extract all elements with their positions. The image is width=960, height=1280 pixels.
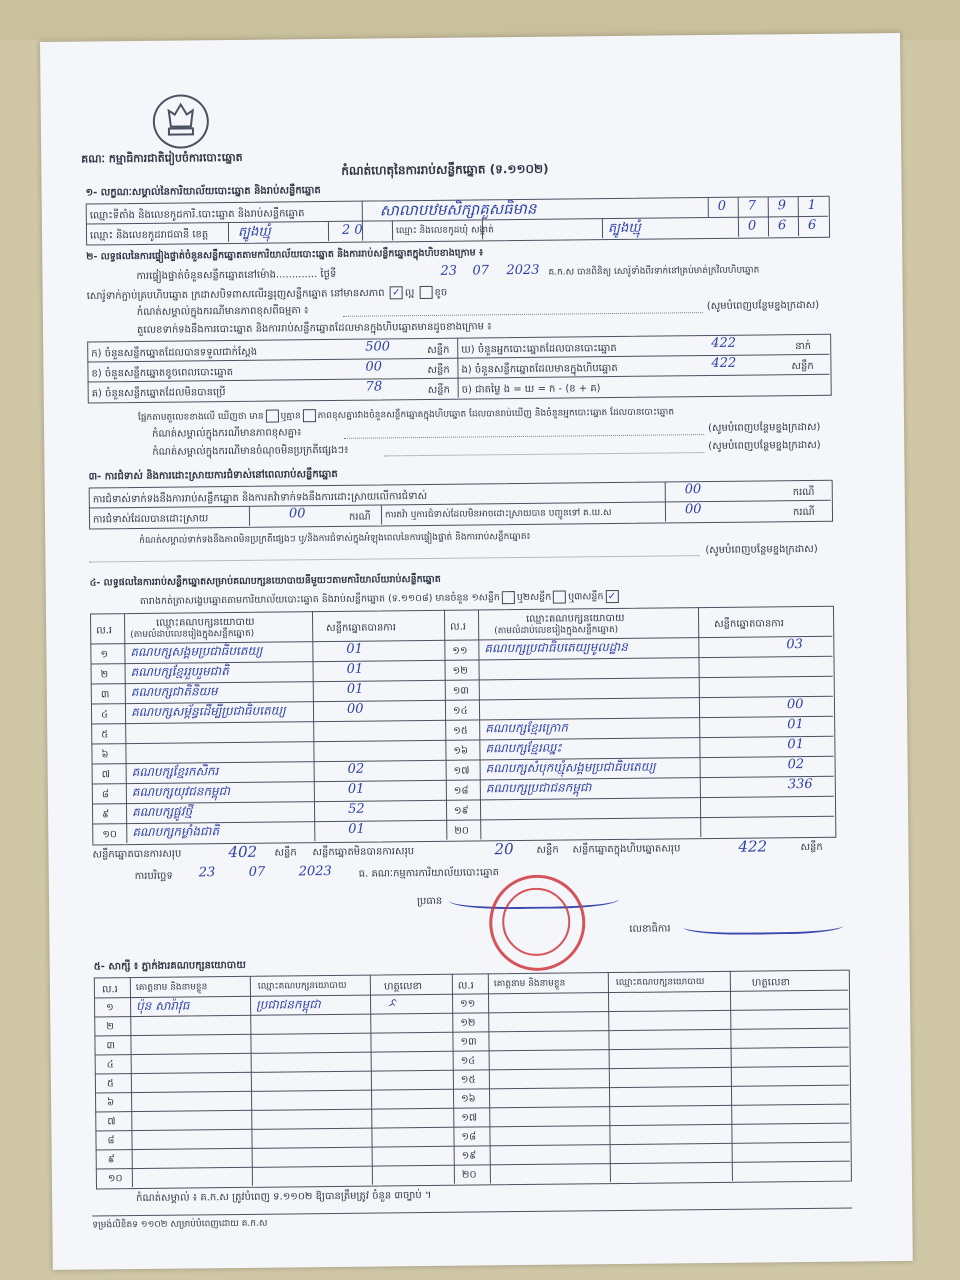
left-party-subheader: (តាមលំដាប់លេខរៀងក្នុងសន្លឹកឆ្នោត) [130, 628, 255, 641]
party-row-votes: 03 [786, 637, 803, 653]
party-row-name: គណបក្សជាតិនិយម [130, 684, 218, 700]
witness-row-no: ២ [106, 1021, 114, 1033]
commune-code-digit-3: 6 [807, 217, 817, 233]
party-row-name: គណបក្សខ្មែរឈ្នះ [485, 740, 562, 756]
received-unit: សន្លឹក [427, 344, 450, 356]
witness-row-no: ១៣ [460, 1036, 477, 1048]
check-time-tail: គ.ក.ស បានពិនិត្យ សោរ៉ូទាំងពីរទាក់នៅគ្រប់មាត់ក្រវិលហិបឆ្នោត [548, 265, 760, 278]
left-votes-header: សន្លឹកឆ្នោតបានការ [326, 622, 397, 635]
footnote: កំណត់សម្គាល់ ៖ គ.ក.ស ត្រូវបំពេញ ទ.១១០២ ឱ្យបានត្រឹមត្រូវ ចំនួន ៣ច្បាប់ ។ [136, 1189, 432, 1205]
party-row-votes: 52 [347, 801, 365, 817]
party-row-name: គណបក្សខ្មែររួបរួមជាតិ [130, 664, 229, 680]
right-party-subheader: (តាមលំដាប់លេខរៀងក្នុងសន្លឹកឆ្នោត) [494, 624, 619, 637]
party-row-name: គណបក្សខ្មែរក្រោក [485, 720, 569, 736]
party-row-votes: 02 [347, 761, 365, 777]
witness-row-no: ៦ [107, 1097, 115, 1109]
witness-no-header-right: ល.រ [457, 980, 474, 992]
witness-name-header-right: គោត្តនាម និងនាមខ្លួន [493, 978, 566, 990]
station-code-digit-3: 9 [777, 198, 787, 214]
party-row-votes: 01 [346, 641, 364, 657]
seal-status-line: សោរ៉ូទាក់ភ្ជាប់គ្របហិបឆ្នោត ក្រដាសបិទពាសលើរន្ធរុញសន្លឹកឆ្នោត នៅមានសភាព ✓ ល្អ ខូច [86, 287, 448, 303]
party-row-name: គណបក្សខ្មែរកសិករ [131, 764, 219, 780]
party-row-no: ១ [100, 649, 109, 661]
unresolved-value: 00 [684, 502, 702, 518]
party-row-no: ១៦ [453, 745, 469, 757]
difference-note-label: កំណត់សម្គាល់ក្នុងករណីមានភាពខុសគ្នា៖ [152, 427, 302, 440]
date-day: 23 [198, 865, 216, 881]
witness-row-no: ៥ [106, 1078, 115, 1090]
official-stamp [489, 874, 586, 971]
summary-sheets-line: តារាងកត់ត្រាសង្ខេបឆ្នោតតាមការិយាល័យបោះឆ្នោត និងរាប់សន្លឹកឆ្នោត (ទ.១១០៨) មានចំនួន ១សន្លឹក ឬ២សន្លឹក ឬ៣សន្លឹក ✓ [140, 590, 621, 608]
fill-note-4: (សូមបំពេញបន្ថែមខ្នងក្រដាស) [705, 543, 818, 557]
right-no-header: ល.រ [450, 621, 467, 633]
total-valid-value: 402 [228, 842, 258, 862]
party-row-no: ១៥ [453, 725, 468, 737]
form-title: កំណត់ហេតុនៃការរាប់សន្លឹកឆ្នោត (ទ.១១០២) [341, 161, 549, 178]
ballots-in-box-unit: សន្លឹក [791, 360, 814, 373]
party-row-no: ៤ [100, 709, 109, 721]
witness-row-no: ៩ [107, 1154, 115, 1166]
total-invalid-value: 20 [494, 840, 514, 859]
party-row-name: គណបក្សសង្គមប្រជាធិបតេយ្យ [130, 643, 263, 660]
form-footer: ទម្រង់លិខិតទ ១១០២ សម្រាប់បំពេញដោយ គ.ក.ស [92, 1218, 268, 1231]
total-box-label: សន្លឹកឆ្នោតក្នុងហិបឆ្នោតសរុប [572, 843, 681, 856]
witness-row-no: ១៨ [461, 1131, 477, 1143]
station-code-digit-4: 1 [807, 197, 817, 213]
total-valid-unit: សន្លឹក [274, 847, 297, 859]
party-row-name: គណបក្សកម្លាំងជាតិ [132, 824, 220, 840]
polling-station-name: សាលាបឋមសិក្សាគួសធិមាន [379, 199, 537, 220]
party-row-no: ២០ [454, 825, 470, 837]
has-difference-checkbox[interactable] [266, 410, 279, 423]
irregularity-objection-note: កំណត់សម្គាល់ទាក់ទងនឹងភាពមិនប្រក្រតីផ្សេងៗ ឬ/និងការជំទាស់ក្នុងអំឡុងពេលនៃការផ្ទៀងផ្ទាត់ និងការរាប់សន្លឹកឆ្នោត៖ [139, 531, 531, 546]
province-name: ត្បូងឃ្មុំ [237, 224, 271, 240]
bad-checkbox[interactable] [419, 286, 432, 299]
objections-unit: ករណី [792, 486, 815, 499]
party-row-no: ១៣ [452, 685, 470, 697]
witness-row-no: ១៩ [461, 1150, 477, 1162]
discrepancy-line: ផ្អែកតាមតួលេខខាងលើ ឃើញថា មាន ឬគ្មាន ភាពខុសគ្នារវាងចំនួនសន្លឹកឆ្នោតក្នុងហិបឆ្នោត ដែលបានរាប់ឃើញ និងចំនួនអ្នកបោះឆ្នោត ដែលបានបោះឆ្នោត [137, 407, 675, 423]
resolved-unit: ករណី [348, 511, 371, 523]
witness-party-header-left: ឈ្មោះគណបក្សនយោបាយ [257, 980, 347, 992]
witness-row-no: ១០ [107, 1173, 123, 1185]
right-party-header: ឈ្មោះគណបក្សនយោបាយ [526, 612, 625, 625]
fill-note-3: (សូមបំពេញបន្ថែមខ្នងក្រដាស) [708, 439, 821, 453]
resolved-label: ការជំទាស់ដែលបានដោះស្រាយ [92, 513, 209, 526]
party-row-no: ១១ [452, 645, 468, 657]
spoiled-unit: សន្លឹក [427, 364, 450, 376]
date-year: 2023 [298, 863, 332, 880]
party-row-no: ១៤ [452, 705, 468, 717]
two-sheets-checkbox[interactable] [553, 591, 566, 604]
totals-line: សន្លឹកឆ្នោតបានការសរុប [92, 848, 182, 861]
station-code-digit-2: 7 [747, 198, 757, 214]
unused-ballots-value: 78 [365, 379, 383, 395]
section-1-title: ១- លក្ខណៈសម្គាល់នៃការិយាល័យបោះឆ្នោត និងរាប់សន្លឹកឆ្នោត [85, 185, 321, 199]
party-row-name: គណបក្សផ្លូវថ្មី [131, 804, 193, 820]
party-row-name: គណបក្សប្រជាជនកម្ពុជា [485, 780, 592, 796]
witness-row-sign: ᨅ [388, 995, 397, 1010]
witness-row-no: ៤ [106, 1059, 114, 1071]
right-votes-header: សន្លឹកឆ្នោតបានការ [714, 618, 785, 630]
voters-unit: នាក់ [795, 340, 812, 353]
party-row-no: ១២ [452, 665, 468, 677]
chair-label: ប្រធាន [416, 895, 443, 908]
location-label: ឈ្មោះទីតាំង និងលេខកូដការិ.បោះឆ្នោត និងរាប់សន្លឹកឆ្នោត [89, 208, 305, 222]
check-time-label: ការផ្ទៀងផ្ទាត់ចំនួនសន្លឹកឆ្នោតនៅម៉ោង............. ថ្ងៃទី [136, 268, 337, 283]
party-row-name: គណបក្សយុវជនកម្ពុជា [131, 784, 231, 800]
resolved-value: 00 [288, 506, 306, 522]
party-row-votes: 336 [787, 776, 813, 793]
date-label: ការបរិច្ឆេទ [134, 870, 173, 883]
secretary-signature [683, 914, 843, 936]
witness-row-no: ២០ [461, 1169, 477, 1181]
section-5-title: ៥- សាក្សី ៖ ភ្នាក់ងារគណបក្សនយោបាយ [93, 959, 246, 973]
witness-row-no: ១៥ [460, 1074, 476, 1086]
section-2-title: ២- លទ្ធផលនៃការផ្ទៀងផ្ទាត់ចំនួនសន្លឹកឆ្នោតតាមការិយាល័យបោះឆ្នោត និងការរាប់សន្លឹកឆ្នោតក្នុងហិបខាងក្រោម ៖ [86, 247, 484, 263]
objections-value: 00 [684, 482, 702, 498]
province-label: ឈ្មោះ និងលេខកូដរាជធានី ខេត្ត [89, 229, 209, 242]
voters-label: ឃ) ចំនួនអ្នកបោះឆ្នោតដែលបានបោះឆ្នោត [461, 342, 617, 356]
ballots-in-box-label: ង) ចំនួនសន្លឹកឆ្នោតដែលមានក្នុងហិបឆ្នោត [461, 362, 618, 376]
fill-note-1: (សូមបំពេញបន្ថែមខ្នងក្រដាស) [706, 299, 820, 313]
party-row-votes: 00 [786, 697, 804, 713]
total-invalid-label: សន្លឹកឆ្នោតមិនបានការសរុប [312, 846, 415, 859]
party-row-votes: 02 [787, 757, 805, 773]
abnormal-note-label: កំណត់សម្គាល់ក្នុងករណីមានភាពខុសពីធម្មតា ៖ [136, 305, 309, 319]
commune-label: ឈ្មោះ និងលេខកូដឃុំ សង្កាត់ [395, 225, 494, 237]
total-invalid-unit: សន្លឹក [536, 844, 559, 856]
witness-sign-header-right: ហត្ថលេខា [751, 977, 791, 989]
received-ballots-value: 500 [365, 339, 391, 355]
irregularity-note-label: កំណត់សម្គាល់ក្នុងករណីមានចំណុចមិនប្រក្រតីផ្សេងៗ៖ [152, 444, 349, 458]
party-row-votes: 00 [346, 701, 364, 717]
voters-value: 422 [711, 335, 737, 351]
party-row-name: គណបក្សប្រជាធិបតេយ្យមូលដ្ឋាន [484, 639, 628, 656]
section-3-title: ៣- ការជំទាស់ និងការដោះស្រាយការជំទាស់នៅពេលរាប់សន្លឹកឆ្នោត [88, 468, 338, 483]
party-row-no: ២ [100, 669, 109, 681]
left-party-header: ឈ្មោះគណបក្សនយោបាយ [156, 616, 255, 629]
party-row-no: ៧ [101, 769, 110, 781]
party-row-no: ៣ [100, 689, 110, 701]
commune-name: ត្បូងឃ្មុំ [607, 220, 641, 237]
received-ballots-label: ក) ចំនួនសន្លឹកឆ្នោតដែលបានទទួលជាក់ស្តែង [91, 346, 258, 360]
total-box-unit: សន្លឹក [800, 841, 823, 854]
three-sheets-checkbox[interactable]: ✓ [605, 590, 618, 603]
party-row-name: គណបក្សសម្ព័ន្ធដើម្បីប្រជាធិបតេយ្យ [130, 703, 286, 720]
party-row-votes: 01 [787, 737, 805, 753]
party-row-name: គណបក្សសំបុកឃ្មុំសង្គមប្រជាធិបតេយ្យ [485, 759, 656, 776]
witness-row-no: ៨ [107, 1135, 115, 1147]
province-code: 2 0 [341, 222, 363, 238]
witness-no-header-left: ល.រ [101, 984, 118, 996]
no-difference-checkbox[interactable] [303, 409, 316, 422]
good-checkbox[interactable]: ✓ [390, 286, 403, 299]
witness-name-header-left: គោត្តនាម និងនាមខ្លួន [135, 982, 208, 994]
witness-sign-header-left: ហត្ថលេខា [383, 981, 423, 993]
witness-party-header-right: ឈ្មោះគណបក្សនយោបាយ [615, 977, 705, 989]
witness-row-no: ៧ [107, 1116, 116, 1128]
secretary-label: លេខាធិការ [629, 923, 671, 935]
party-row-no: ៨ [101, 789, 110, 801]
check-day: 23 [440, 263, 458, 279]
figures-intro: តួលេខទាក់ទងនឹងការបោះឆ្នោត និងការរាប់សន្លឹកឆ្នោតដែលមានក្នុងហិបឆ្នោតមានដូចខាងក្រោម ៖ [136, 321, 492, 336]
party-row-votes: 01 [346, 661, 364, 677]
witness-row-no: ១ [106, 1002, 114, 1014]
unresolved-unit: ករណី [792, 506, 815, 519]
check-month: 07 [472, 263, 490, 279]
witness-row-name: ប៉ុន សារ៉ាវុធ [136, 998, 190, 1014]
party-row-votes: 01 [346, 681, 364, 697]
witness-row-no: ១៦ [461, 1093, 476, 1105]
unused-unit: សន្លឹក [427, 384, 450, 396]
witness-row-no: ១២ [460, 1017, 476, 1029]
party-row-no: ៩ [102, 809, 110, 821]
check-year: 2023 [506, 262, 540, 279]
commune-code-digit-2: 6 [777, 218, 787, 234]
witness-row-no: ៣ [106, 1040, 116, 1052]
witness-row-no: ១៧ [461, 1112, 478, 1124]
party-row-no: ១០ [102, 829, 118, 841]
party-row-no: ៦ [101, 749, 109, 761]
unresolved-label: ការតវ៉ា ឬការជំទាស់ដែលមិនអាចដោះស្រាយបាន បញ្ជូនទៅ គ.ឃ.ស [384, 508, 612, 521]
objections-label: ការជំទាស់ទាក់ទងនឹងការរាប់សន្លឹកឆ្នោត និងការតវ៉ាទាក់ទងនឹងការដោះស្រាយលើការជំទាស់ [92, 490, 428, 506]
spoiled-ballots-value: 00 [365, 359, 383, 375]
spoiled-ballots-label: ខ) ចំនួនសន្លឹកឆ្នោតខូចពេលបោះឆ្នោត [91, 366, 234, 380]
committee-name: គណៈ កម្មាធិការជាតិរៀបចំការបោះឆ្នោត [81, 150, 243, 166]
witness-row-party: ប្រជាជនកម្ពុជា [256, 997, 321, 1012]
formula-label: ច) ជាតម្លៃ ង = ឃ = ក - (ខ + គ) [461, 383, 601, 396]
party-row-votes: 01 [787, 717, 804, 733]
witness-row-no: ១១ [460, 998, 476, 1010]
committee-sign-label: ធ. គណៈកម្មការការិយាល័យបោះឆ្នោត [358, 867, 500, 880]
party-row-no: ១៧ [453, 765, 470, 777]
one-sheet-checkbox[interactable] [502, 591, 515, 604]
election-form-sheet [40, 33, 913, 1270]
party-row-no: ៥ [101, 729, 109, 741]
total-box-value: 422 [738, 837, 768, 856]
party-row-votes: 01 [348, 821, 365, 837]
party-row-votes: 01 [347, 781, 365, 797]
commune-code-digit-1: 0 [747, 218, 757, 234]
witness-row-no: ១៤ [460, 1055, 476, 1067]
unused-ballots-label: គ) ចំនួនសន្លឹកឆ្នោតដែលមិនបានប្រើ [91, 387, 226, 400]
fill-note-2: (សូមបំពេញបន្ថែមខ្នងក្រដាស) [708, 421, 821, 435]
national-emblem-icon [153, 94, 210, 149]
section-4-title: ៤- លទ្ធផលនៃការរាប់សន្លឹកឆ្នោតសម្រាប់គណបក្សនយោបាយនីមួយៗតាមការិយាល័យរាប់សន្លឹកឆ្នោត [89, 573, 441, 589]
station-code-digit-1: 0 [717, 198, 727, 214]
date-month: 07 [248, 864, 266, 880]
left-no-header: ល.រ [96, 625, 113, 637]
ballots-in-box-value: 422 [711, 355, 737, 371]
party-row-no: ១៩ [454, 805, 469, 817]
party-row-no: ១៨ [453, 785, 469, 797]
